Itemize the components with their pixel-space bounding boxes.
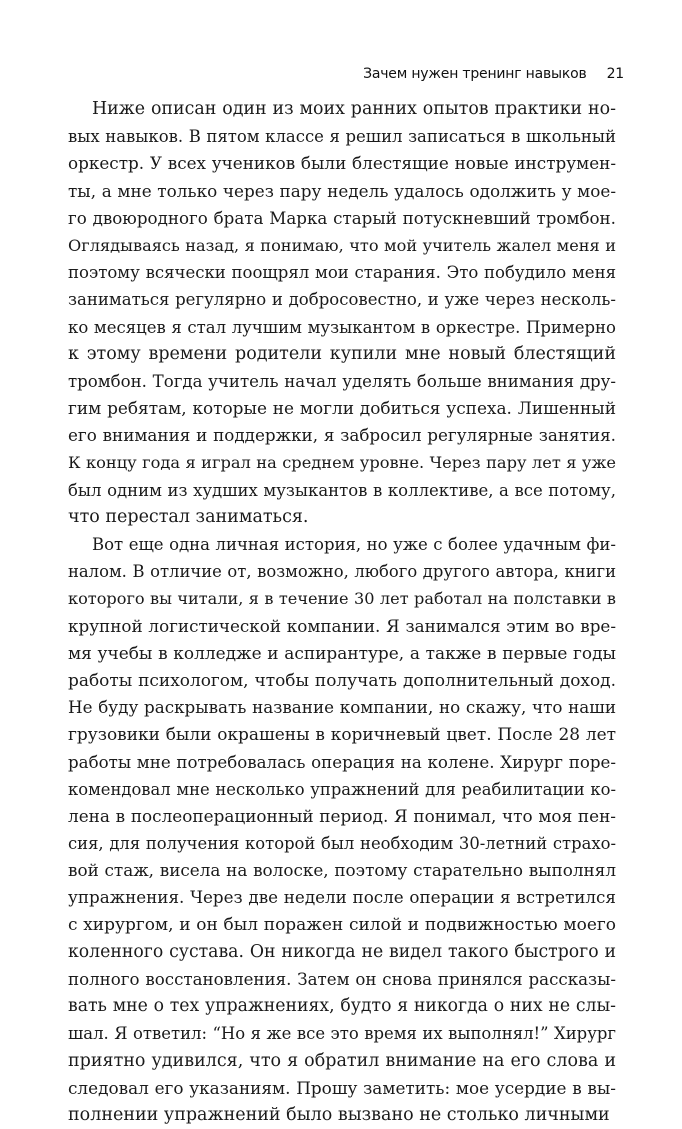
text-line: приятно удивился, что я обратил внимание на его слова и xyxy=(68,1050,616,1071)
text-line: Оглядываясь назад, я понимаю, что мой учитель жалел меня и xyxy=(68,235,616,255)
text-line: гим ребятам, которые не могли добиться успеха. Лишенный xyxy=(68,398,616,419)
text-line: был одним из худших музыкантов в коллективе, а все потому, xyxy=(68,480,616,500)
text-line: полного восстановления. Затем он снова принялся рассказы- xyxy=(68,970,616,989)
text-line: тромбон. Тогда учитель начал уделять больше внимания дру- xyxy=(68,371,616,391)
text-line: вать мне о тех упражнениях, будто я никогда о них не слы- xyxy=(68,996,616,1017)
text-line: которого вы читали, я в течение 30 лет работал на полставки в xyxy=(68,589,616,609)
text-line: к этому времени родители купили мне новый блестящий xyxy=(68,343,616,364)
text-line: грузовики были окрашены в коричневый цвет. После 28 лет xyxy=(68,724,616,745)
text-line: полнении упражнений было вызвано не столько личными xyxy=(68,1104,610,1125)
text-line: коленного сустава. Он никогда не видел такого быстрого и xyxy=(68,941,616,962)
text-line: с хирургом, и он был поражен силой и подвижностью моего xyxy=(68,914,616,935)
text-line: лена в послеоперационный период. Я понимал, что моя пен- xyxy=(68,805,616,826)
text-line: комендовал мне несколько упражнений для реабилитации ко- xyxy=(68,779,616,799)
text-line: Ниже описан один из моих ранних опытов практики но- xyxy=(92,99,616,119)
running-header xyxy=(363,66,624,82)
text-line: что перестал заниматься. xyxy=(68,506,309,527)
text-line: следовал его указаниям. Прошу заметить: мое усердие в вы- xyxy=(68,1077,616,1098)
text-line: упражнения. Через две недели после операции я встретился xyxy=(68,887,616,908)
chapter-title: Зачем нужен тренинг навыков xyxy=(363,66,587,82)
paragraph-2 xyxy=(68,531,616,1129)
text-line: К концу года я играл на среднем уровне. Через пару лет я уже xyxy=(68,453,616,473)
text-line: вых навыков. В пятом классе я решил записаться в школьный xyxy=(68,127,616,147)
text-line: ко месяцев я стал лучшим музыкантом в оркестре. Примерно xyxy=(68,317,616,337)
text-line: вой стаж, висела на волоске, поэтому старательно выполнял xyxy=(68,860,616,881)
text-line: его внимания и поддержки, я забросил регулярные занятия. xyxy=(68,425,616,446)
text-line: работы психологом, чтобы получать дополнительный доход. xyxy=(68,669,616,690)
text-line: Вот еще одна личная история, но уже с более удачным фи- xyxy=(92,535,616,554)
text-line: ты, а мне только через пару недель удалось одолжить у мое- xyxy=(68,180,616,201)
text-line: заниматься регулярно и добросовестно, и уже через несколь- xyxy=(68,290,616,310)
text-line: го двоюродного брата Марка старый потускневший тромбон. xyxy=(68,208,616,228)
text-line: сия, для получения которой был необходим 30-летний страхо- xyxy=(68,834,616,854)
text-line: поэтому всячески поощрял мои старания. Это побудило меня xyxy=(68,263,616,283)
text-line: оркестр. У всех учеников были блестящие новые инструмен- xyxy=(68,153,616,174)
text-line: налом. В отличие от, возможно, любого другого автора, книги xyxy=(68,562,616,582)
text-line: Не буду раскрывать название компании, но скажу, что наши xyxy=(68,697,616,718)
text-line: шал. Я ответил: “Но я же все это время их выполнял!” Хирург xyxy=(68,1024,616,1044)
page-number: 21 xyxy=(606,66,624,82)
body-text xyxy=(68,96,616,1129)
text-line: работы мне потребовалась операция на колене. Хирург поре- xyxy=(68,752,616,772)
paragraph-1 xyxy=(68,96,616,531)
text-line: мя учебы в колледже и аспирантуре, а также в первые годы xyxy=(68,642,616,663)
text-line: крупной логистической компании. Я занимался этим во вре- xyxy=(68,615,616,636)
